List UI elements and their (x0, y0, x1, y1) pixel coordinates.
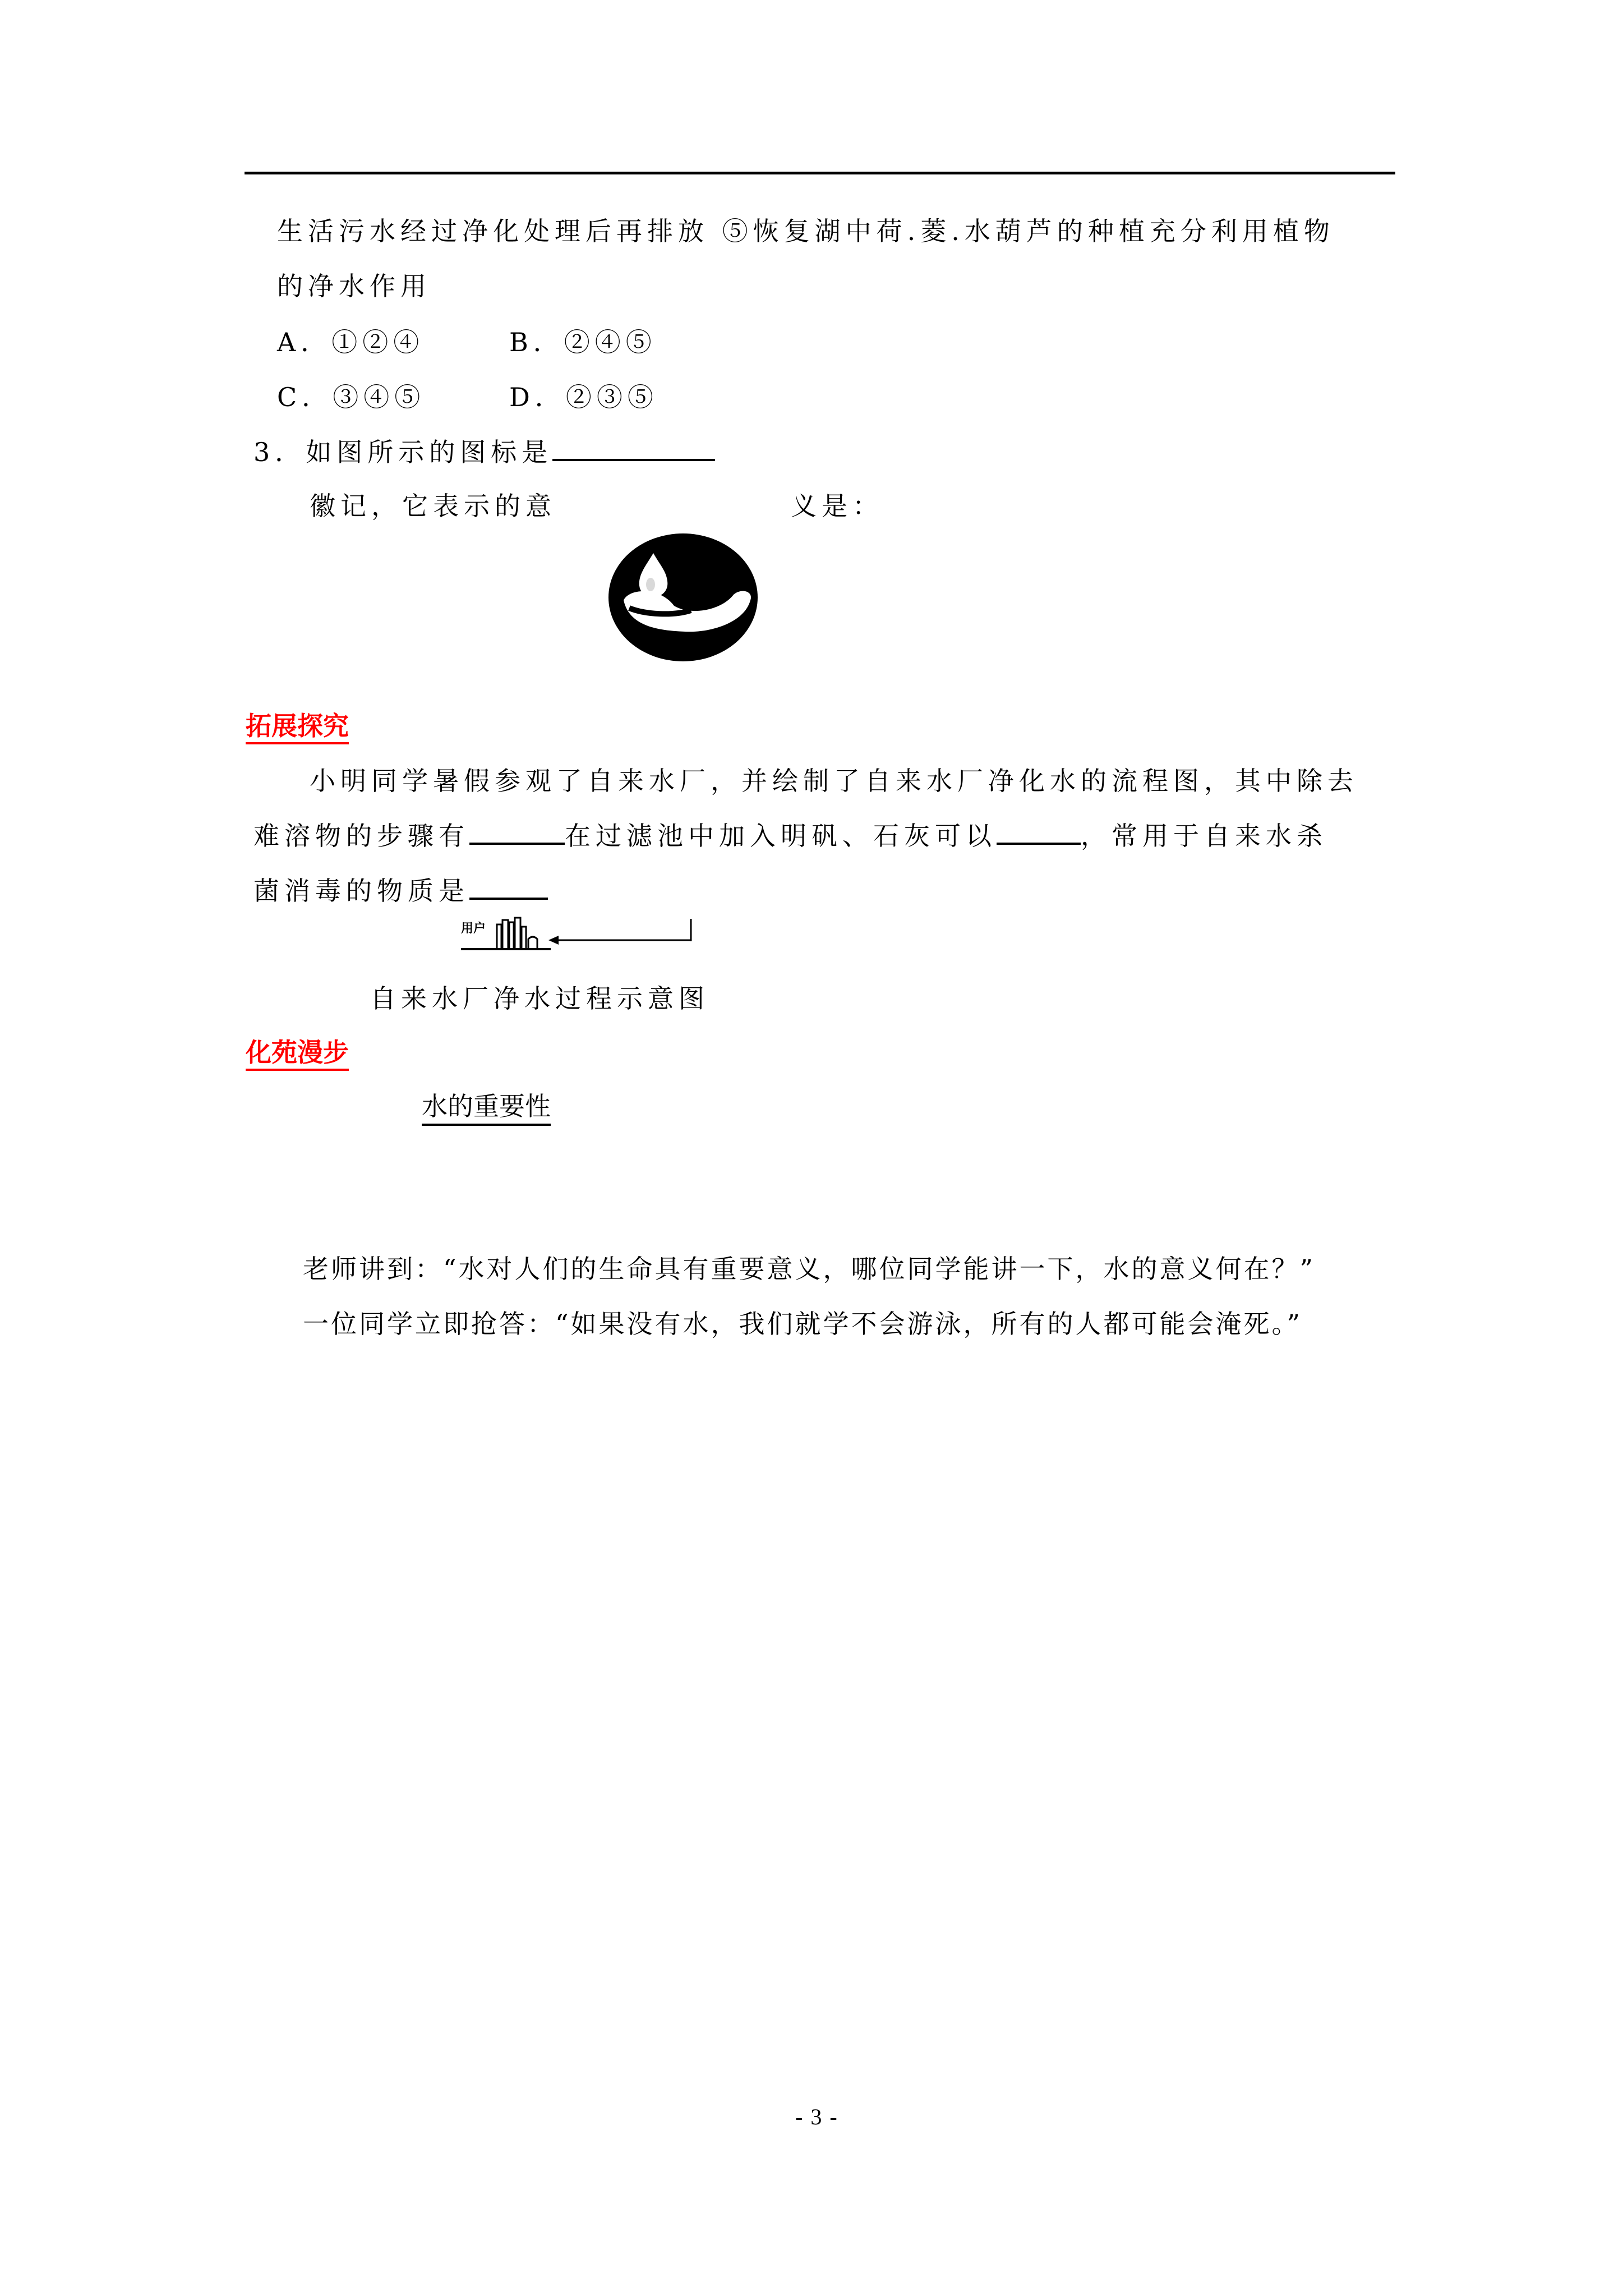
question-3-stem-text: 3．如图所示的图标是 (253, 437, 553, 467)
section-heading-reading-text: 化苑漫步 (246, 1037, 349, 1071)
answer-blank-alum-purpose[interactable] (997, 820, 1081, 845)
extension-line2-part3: ，常用于自来水杀 (1081, 821, 1327, 851)
section-heading-extension-text: 拓展探究 (246, 711, 349, 744)
section-heading-extension (246, 710, 349, 742)
option-d: D．②③⑤ (509, 382, 658, 412)
question-3-stem (253, 436, 715, 468)
extension-line3 (253, 875, 548, 907)
page-number: - 3 - (795, 2104, 838, 2129)
reading-line1: 老师讲到：“水对人们的生命具有重要意义，哪位同学能讲一下，水的意义何在？” (303, 1254, 1316, 1284)
option-c: C．③④⑤ (277, 382, 426, 412)
extension-line2-part1: 难溶物的步骤有 (253, 821, 469, 851)
option-a: A．①②④ (277, 327, 425, 357)
question-continuation-line2: 的净水作用 (277, 271, 431, 301)
reading-title (422, 1091, 551, 1122)
header-rule (245, 172, 1395, 174)
option-b: B．②④⑤ (509, 327, 657, 357)
diagram-label-user: 用户 (461, 922, 486, 936)
reading-title-text: 水的重要性 (422, 1091, 551, 1126)
answer-blank-insoluble-steps[interactable] (469, 820, 565, 845)
reading-line2: 一位同学立即抢答：“如果没有水，我们就学不会游泳，所有的人都可能会淹死。” (303, 1309, 1303, 1339)
answer-blank-disinfectant[interactable] (469, 875, 548, 900)
question-continuation-line1: 生活污水经过净化处理后再排放 ⑤恢复湖中荷.菱.水葫芦的种植充分利用植物 (277, 216, 1335, 246)
extension-line2 (253, 820, 1327, 852)
question-3-line2-left: 徽记，它表示的意 (310, 491, 556, 521)
water-saving-emblem-icon (607, 532, 759, 663)
section-heading-reading (246, 1037, 349, 1068)
extension-line1: 小明同学暑假参观了自来水厂，并绘制了自来水厂净化水的流程图，其中除去 (310, 766, 1358, 796)
answer-blank-emblem[interactable] (552, 436, 715, 461)
extension-line3-text: 菌消毒的物质是 (253, 876, 469, 906)
question-3-line2-right: 义是： (791, 491, 883, 521)
water-plant-flow-diagram (461, 912, 697, 957)
diagram-caption: 自来水厂净水过程示意图 (370, 983, 709, 1014)
extension-line2-part2: 在过滤池中加入明矾、石灰可以 (565, 821, 997, 851)
